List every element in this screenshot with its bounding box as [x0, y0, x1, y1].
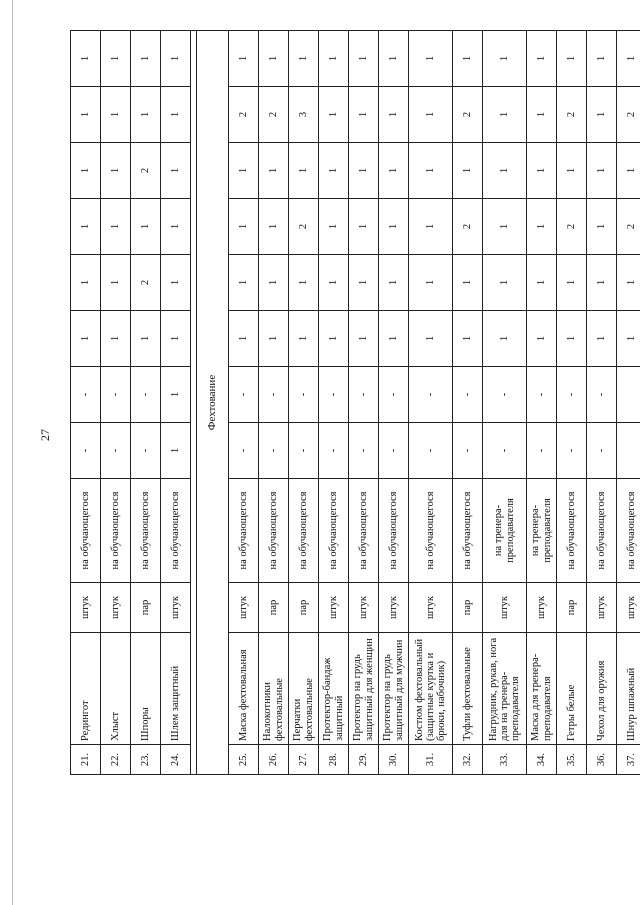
- item-name: Туфли фехтовальные: [453, 633, 483, 745]
- table-body: [71, 31, 640, 775]
- table-row: [349, 31, 379, 775]
- unit-cell: штук: [349, 583, 379, 633]
- quantity-cell: 1: [349, 311, 379, 367]
- quantity-cell: 1: [379, 31, 409, 87]
- quantity-cell: 2: [259, 87, 289, 143]
- page-edge-line: [12, 0, 13, 905]
- quantity-cell: 1: [379, 199, 409, 255]
- quantity-cell: 1: [319, 31, 349, 87]
- quantity-cell: -: [527, 423, 557, 479]
- quantity-cell: 1: [289, 255, 319, 311]
- unit-cell: штук: [71, 583, 101, 633]
- row-number: 24.: [161, 745, 191, 775]
- row-number: 35.: [557, 745, 587, 775]
- item-name: Протектор на грудь защитный для женщин: [349, 633, 379, 745]
- quantity-cell: 1: [101, 255, 131, 311]
- quantity-cell: 1: [453, 143, 483, 199]
- quantity-cell: 1: [101, 143, 131, 199]
- quantity-cell: 2: [289, 199, 319, 255]
- quantity-cell: 1: [71, 87, 101, 143]
- quantity-cell: 2: [453, 199, 483, 255]
- quantity-cell: 1: [379, 255, 409, 311]
- table-row: [587, 31, 617, 775]
- unit-cell: штук: [527, 583, 557, 633]
- quantity-cell: 1: [259, 143, 289, 199]
- unit-cell: штук: [409, 583, 453, 633]
- quantity-cell: 1: [161, 423, 191, 479]
- row-number: 28.: [319, 745, 349, 775]
- quantity-cell: 2: [131, 255, 161, 311]
- quantity-cell: -: [483, 367, 527, 423]
- rotated-table-container: [70, 31, 637, 775]
- quantity-cell: 1: [617, 31, 640, 87]
- quantity-cell: -: [349, 367, 379, 423]
- quantity-cell: 1: [483, 311, 527, 367]
- item-name: Редингот: [71, 633, 101, 745]
- quantity-cell: 1: [409, 87, 453, 143]
- row-number: 31.: [409, 745, 453, 775]
- quantity-cell: 1: [161, 367, 191, 423]
- quantity-cell: 1: [101, 311, 131, 367]
- table-row: [101, 31, 131, 775]
- quantity-cell: 1: [131, 199, 161, 255]
- quantity-cell: 1: [131, 87, 161, 143]
- quantity-cell: -: [319, 423, 349, 479]
- measure-cell: на обучающегося: [131, 479, 161, 583]
- quantity-cell: 1: [161, 311, 191, 367]
- table-row: [557, 31, 587, 775]
- quantity-cell: 1: [101, 87, 131, 143]
- quantity-cell: 1: [319, 199, 349, 255]
- quantity-cell: 1: [409, 143, 453, 199]
- measure-cell: на тренера-преподавателя: [483, 479, 527, 583]
- quantity-cell: -: [71, 423, 101, 479]
- quantity-cell: 1: [453, 31, 483, 87]
- row-number: 30.: [379, 745, 409, 775]
- quantity-cell: -: [319, 367, 349, 423]
- quantity-cell: -: [259, 367, 289, 423]
- unit-cell: штук: [101, 583, 131, 633]
- quantity-cell: 1: [229, 143, 259, 199]
- table-row: [229, 31, 259, 775]
- table-row: [161, 31, 191, 775]
- quantity-cell: 1: [319, 311, 349, 367]
- quantity-cell: 1: [557, 31, 587, 87]
- quantity-cell: [617, 367, 640, 423]
- quantity-cell: 1: [557, 143, 587, 199]
- quantity-cell: 1: [587, 199, 617, 255]
- quantity-cell: -: [131, 423, 161, 479]
- quantity-cell: 1: [161, 199, 191, 255]
- unit-cell: пар: [453, 583, 483, 633]
- quantity-cell: 1: [557, 255, 587, 311]
- quantity-cell: 1: [349, 87, 379, 143]
- quantity-cell: 1: [483, 199, 527, 255]
- quantity-cell: 2: [131, 143, 161, 199]
- row-number: 37.: [617, 745, 640, 775]
- row-number: 36.: [587, 745, 617, 775]
- quantity-cell: 3: [289, 87, 319, 143]
- quantity-cell: 1: [587, 311, 617, 367]
- measure-cell: на обучающегося: [319, 479, 349, 583]
- page-number: 27: [38, 429, 52, 441]
- table-row: [527, 31, 557, 775]
- quantity-cell: 1: [409, 199, 453, 255]
- quantity-cell: 1: [349, 143, 379, 199]
- measure-cell: на обучающегося: [229, 479, 259, 583]
- quantity-cell: 1: [71, 31, 101, 87]
- quantity-cell: 1: [71, 255, 101, 311]
- measure-cell: на обучающегося: [289, 479, 319, 583]
- quantity-cell: 1: [161, 255, 191, 311]
- item-name: Хлыст: [101, 633, 131, 745]
- item-name: Шнур шпажный: [617, 633, 640, 745]
- quantity-cell: 1: [229, 255, 259, 311]
- table-row: [131, 31, 161, 775]
- table-row: [409, 31, 453, 775]
- unit-cell: пар: [131, 583, 161, 633]
- quantity-cell: 1: [587, 143, 617, 199]
- quantity-cell: 1: [319, 87, 349, 143]
- quantity-cell: -: [71, 367, 101, 423]
- quantity-cell: 1: [161, 87, 191, 143]
- quantity-cell: 1: [71, 311, 101, 367]
- measure-cell: на обучающегося: [617, 479, 640, 583]
- item-name: Шлем защитный: [161, 633, 191, 745]
- quantity-cell: -: [101, 423, 131, 479]
- table-row: [259, 31, 289, 775]
- measure-cell: на обучающегося: [349, 479, 379, 583]
- measure-cell: на обучающегося: [409, 479, 453, 583]
- section-title: Фехтование: [197, 31, 229, 775]
- quantity-cell: 1: [483, 143, 527, 199]
- quantity-cell: -: [379, 423, 409, 479]
- quantity-cell: -: [557, 367, 587, 423]
- quantity-cell: -: [101, 367, 131, 423]
- quantity-cell: 1: [349, 199, 379, 255]
- measure-cell: на тренера-преподавателя: [527, 479, 557, 583]
- row-number: 27.: [289, 745, 319, 775]
- item-name: Нагрудник, рукав, нога для на тренера-преподавателя: [483, 633, 527, 745]
- quantity-cell: 2: [229, 87, 259, 143]
- quantity-cell: 1: [557, 311, 587, 367]
- quantity-cell: 1: [617, 143, 640, 199]
- quantity-cell: 1: [289, 31, 319, 87]
- quantity-cell: 1: [379, 143, 409, 199]
- quantity-cell: 1: [617, 311, 640, 367]
- quantity-cell: 1: [483, 87, 527, 143]
- table-row: [617, 31, 640, 775]
- quantity-cell: 1: [527, 143, 557, 199]
- quantity-cell: -: [483, 423, 527, 479]
- table-row: [483, 31, 527, 775]
- quantity-cell: -: [289, 367, 319, 423]
- quantity-cell: 1: [587, 255, 617, 311]
- equipment-table: [70, 30, 640, 775]
- quantity-cell: 1: [71, 143, 101, 199]
- quantity-cell: 1: [409, 311, 453, 367]
- item-name: Налокотники фехтовальные: [259, 633, 289, 745]
- item-name: Маска для тренера-преподавателя: [527, 633, 557, 745]
- quantity-cell: 1: [527, 31, 557, 87]
- item-name: Костюм фехтовальный (защитные куртка и брюки, набочник): [409, 633, 453, 745]
- quantity-cell: 1: [131, 311, 161, 367]
- quantity-cell: 1: [349, 255, 379, 311]
- unit-cell: пар: [557, 583, 587, 633]
- quantity-cell: 1: [453, 311, 483, 367]
- table-row: [289, 31, 319, 775]
- item-name: Маска фехтовальная: [229, 633, 259, 745]
- quantity-cell: 2: [557, 199, 587, 255]
- table-row: [453, 31, 483, 775]
- unit-cell: штук: [229, 583, 259, 633]
- quantity-cell: -: [587, 423, 617, 479]
- quantity-cell: 1: [527, 311, 557, 367]
- quantity-cell: 2: [557, 87, 587, 143]
- quantity-cell: 2: [617, 199, 640, 255]
- quantity-cell: 1: [259, 199, 289, 255]
- quantity-cell: 1: [379, 311, 409, 367]
- quantity-cell: 2: [617, 87, 640, 143]
- quantity-cell: 1: [319, 143, 349, 199]
- quantity-cell: 1: [101, 31, 131, 87]
- row-number: 32.: [453, 745, 483, 775]
- quantity-cell: -: [259, 423, 289, 479]
- quantity-cell: 1: [617, 255, 640, 311]
- quantity-cell: -: [131, 367, 161, 423]
- unit-cell: штук: [161, 583, 191, 633]
- quantity-cell: -: [349, 423, 379, 479]
- section-header-row: [197, 31, 229, 775]
- quantity-cell: 1: [229, 31, 259, 87]
- row-number: 25.: [229, 745, 259, 775]
- unit-cell: штук: [587, 583, 617, 633]
- quantity-cell: 1: [229, 199, 259, 255]
- quantity-cell: -: [453, 367, 483, 423]
- quantity-cell: [617, 423, 640, 479]
- quantity-cell: 1: [161, 31, 191, 87]
- quantity-cell: 1: [289, 143, 319, 199]
- item-name: Протектор на грудь защитный для мужчин: [379, 633, 409, 745]
- quantity-cell: -: [409, 423, 453, 479]
- row-number: 34.: [527, 745, 557, 775]
- quantity-cell: 1: [319, 255, 349, 311]
- row-number: 23.: [131, 745, 161, 775]
- measure-cell: на обучающегося: [453, 479, 483, 583]
- quantity-cell: 1: [527, 199, 557, 255]
- measure-cell: на обучающегося: [557, 479, 587, 583]
- row-number: 26.: [259, 745, 289, 775]
- row-number: 22.: [101, 745, 131, 775]
- row-number: 21.: [71, 745, 101, 775]
- quantity-cell: 1: [229, 311, 259, 367]
- quantity-cell: 1: [101, 199, 131, 255]
- item-name: Гетры белые: [557, 633, 587, 745]
- unit-cell: штук: [379, 583, 409, 633]
- quantity-cell: 1: [71, 199, 101, 255]
- row-number: 33.: [483, 745, 527, 775]
- measure-cell: на обучающегося: [379, 479, 409, 583]
- quantity-cell: -: [527, 367, 557, 423]
- item-name: Чехол для оружия: [587, 633, 617, 745]
- quantity-cell: 1: [409, 255, 453, 311]
- table-row: [379, 31, 409, 775]
- measure-cell: на обучающегося: [161, 479, 191, 583]
- measure-cell: на обучающегося: [101, 479, 131, 583]
- item-name: Шпоры: [131, 633, 161, 745]
- quantity-cell: 1: [587, 87, 617, 143]
- quantity-cell: -: [587, 367, 617, 423]
- quantity-cell: 1: [259, 31, 289, 87]
- measure-cell: на обучающегося: [587, 479, 617, 583]
- item-name: Перчатки фехтовальные: [289, 633, 319, 745]
- quantity-cell: 1: [453, 255, 483, 311]
- quantity-cell: 1: [161, 143, 191, 199]
- quantity-cell: -: [409, 367, 453, 423]
- unit-cell: пар: [259, 583, 289, 633]
- quantity-cell: -: [229, 367, 259, 423]
- quantity-cell: 1: [379, 87, 409, 143]
- quantity-cell: 1: [527, 87, 557, 143]
- quantity-cell: -: [453, 423, 483, 479]
- quantity-cell: 1: [259, 311, 289, 367]
- unit-cell: пар: [289, 583, 319, 633]
- quantity-cell: 1: [527, 255, 557, 311]
- quantity-cell: 1: [349, 31, 379, 87]
- item-name: Протектор-бандаж защитный: [319, 633, 349, 745]
- unit-cell: штук: [617, 583, 640, 633]
- quantity-cell: 1: [483, 255, 527, 311]
- quantity-cell: 1: [587, 31, 617, 87]
- measure-cell: на обучающегося: [71, 479, 101, 583]
- quantity-cell: 1: [259, 255, 289, 311]
- quantity-cell: 2: [453, 87, 483, 143]
- table-row: [319, 31, 349, 775]
- quantity-cell: 1: [289, 311, 319, 367]
- quantity-cell: 1: [409, 31, 453, 87]
- quantity-cell: 1: [131, 31, 161, 87]
- measure-cell: на обучающегося: [259, 479, 289, 583]
- quantity-cell: 1: [483, 31, 527, 87]
- quantity-cell: -: [289, 423, 319, 479]
- quantity-cell: -: [229, 423, 259, 479]
- quantity-cell: -: [557, 423, 587, 479]
- unit-cell: штук: [319, 583, 349, 633]
- row-number: 29.: [349, 745, 379, 775]
- table-row: [71, 31, 101, 775]
- unit-cell: штук: [483, 583, 527, 633]
- quantity-cell: -: [379, 367, 409, 423]
